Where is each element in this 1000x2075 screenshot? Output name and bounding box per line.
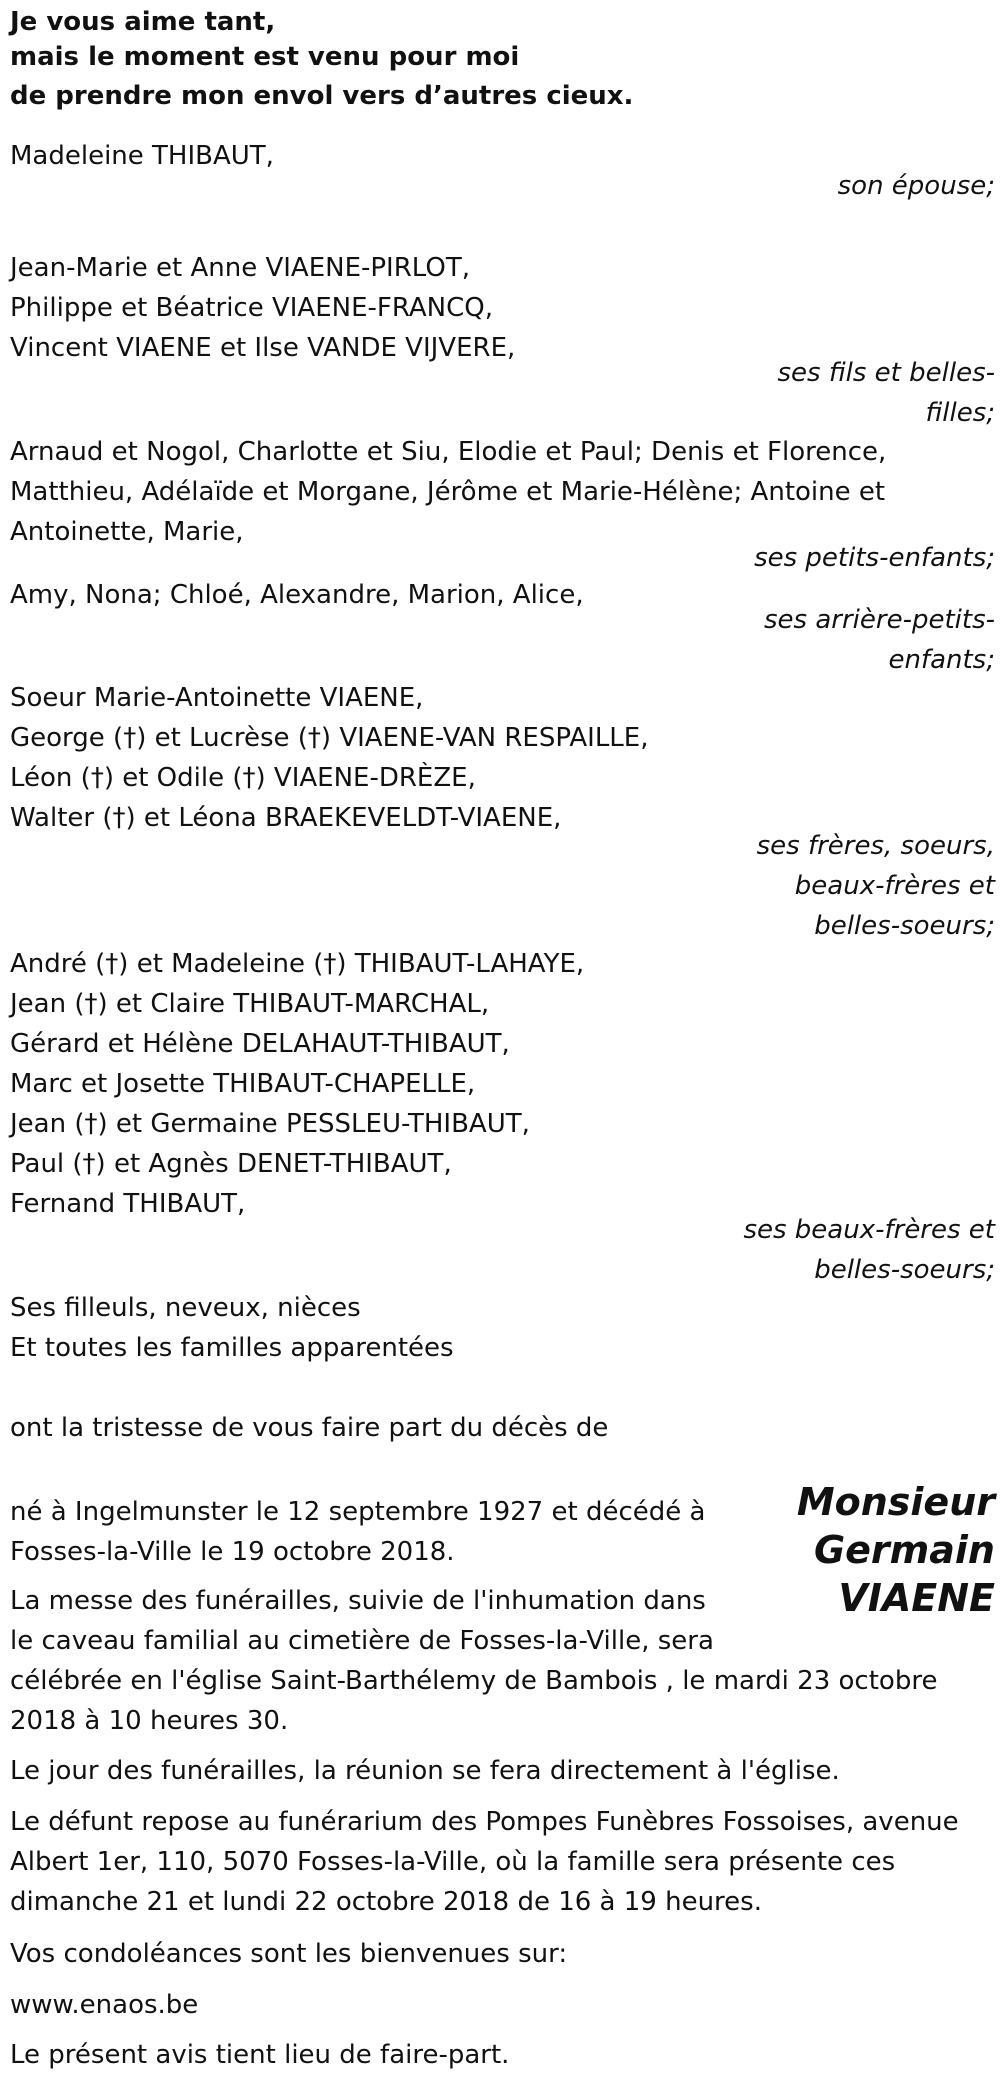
- siblings-line: Walter (†) et Léona BRAEKEVELDT-VIAENE,: [10, 803, 562, 833]
- deceased-title: Monsieur: [796, 1480, 995, 1524]
- repose-line: Le défunt repose au funérarium des Pompes Funèbres Fossoises, avenue: [10, 1807, 959, 1837]
- others-line: Et toutes les familles apparentées: [10, 1333, 454, 1363]
- spouse-role: son épouse;: [837, 171, 995, 201]
- siblings-line: George (†) et Lucrèse (†) VIAENE-VAN RESPAILLE,: [10, 723, 649, 753]
- in-laws-line: André (†) et Madeleine (†) THIBAUT-LAHAYE,: [10, 949, 585, 979]
- birth-line: Fosses-la-Ville le 19 octobre 2018.: [10, 1537, 455, 1567]
- siblings-line: Soeur Marie-Antoinette VIAENE,: [10, 683, 424, 713]
- children-line: Philippe et Béatrice VIAENE-FRANCQ,: [10, 293, 493, 323]
- in-laws-role: ses beaux-frères et: [743, 1215, 995, 1245]
- children-line: Jean-Marie et Anne VIAENE-PIRLOT,: [10, 253, 470, 283]
- in-laws-line: Gérard et Hélène DELAHAUT-THIBAUT,: [10, 1029, 510, 1059]
- grandchildren-line: Matthieu, Adélaïde et Morgane, Jérôme et Marie-Hélène; Antoine et: [10, 477, 886, 507]
- children-line: Vincent VIAENE et Ilse VANDE VIJVERE,: [10, 333, 516, 363]
- website-link[interactable]: www.enaos.be: [10, 1990, 199, 2020]
- mass-line: célébrée en l'église Saint-Barthélemy de Bambois , le mardi 23 octobre: [10, 1666, 938, 1696]
- in-laws-line: Fernand THIBAUT,: [10, 1189, 246, 1219]
- in-laws-line: Paul (†) et Agnès DENET-THIBAUT,: [10, 1149, 452, 1179]
- great-grandchildren-line: Amy, Nona; Chloé, Alexandre, Marion, Alice,: [10, 580, 584, 610]
- deceased-firstname: Germain: [813, 1528, 995, 1572]
- birth-line: né à Ingelmunster le 12 septembre 1927 et décédé à: [10, 1497, 706, 1527]
- in-laws-line: Marc et Josette THIBAUT-CHAPELLE,: [10, 1069, 476, 1099]
- mass-line: le caveau familial au cimetière de Fosses-la-Ville, sera: [10, 1626, 714, 1656]
- mass-line: 2018 à 10 heures 30.: [10, 1706, 289, 1736]
- grandchildren-line: Antoinette, Marie,: [10, 517, 244, 547]
- siblings-role: belles-soeurs;: [814, 911, 995, 941]
- poem-line: Je vous aime tant,: [10, 7, 276, 37]
- in-laws-line: Jean (†) et Germaine PESSLEU-THIBAUT,: [10, 1109, 530, 1139]
- siblings-line: Léon (†) et Odile (†) VIAENE-DRÈZE,: [10, 763, 476, 793]
- in-laws-line: Jean (†) et Claire THIBAUT-MARCHAL,: [10, 989, 490, 1019]
- poem-line: de prendre mon envol vers d’autres cieux.: [10, 81, 634, 111]
- siblings-role: ses frères, soeurs,: [756, 831, 995, 861]
- mass-line: La messe des funérailles, suivie de l'inhumation dans: [10, 1586, 706, 1616]
- deceased-lastname: VIAENE: [838, 1576, 995, 1620]
- grandchildren-line: Arnaud et Nogol, Charlotte et Siu, Elodie et Paul; Denis et Florence,: [10, 437, 887, 467]
- children-role: filles;: [925, 398, 995, 428]
- deceased-name: [695, 1478, 995, 1622]
- notice-line: Le présent avis tient lieu de faire-part.: [10, 2040, 510, 2070]
- children-role: ses fils et belles-: [777, 358, 995, 388]
- great-grandchildren-role: ses arrière-petits-: [764, 605, 995, 635]
- poem-line: mais le moment est venu pour moi: [10, 42, 520, 72]
- repose-line: Albert 1er, 110, 5070 Fosses-la-Ville, où la famille sera présente ces: [10, 1847, 896, 1877]
- grandchildren-role: ses petits-enfants;: [754, 543, 995, 573]
- great-grandchildren-role: enfants;: [888, 645, 995, 675]
- announcement: ont la tristesse de vous faire part du décès de: [10, 1413, 609, 1443]
- in-laws-role: belles-soeurs;: [814, 1255, 995, 1285]
- repose-line: dimanche 21 et lundi 22 octobre 2018 de 16 à 19 heures.: [10, 1887, 762, 1917]
- siblings-role: beaux-frères et: [794, 871, 995, 901]
- gathering-line: Le jour des funérailles, la réunion se fera directement à l'église.: [10, 1756, 840, 1786]
- others-line: Ses filleuls, neveux, nièces: [10, 1293, 361, 1323]
- condolences-line: Vos condoléances sont les bienvenues sur:: [10, 1939, 568, 1969]
- spouse-name: Madeleine THIBAUT,: [10, 141, 274, 171]
